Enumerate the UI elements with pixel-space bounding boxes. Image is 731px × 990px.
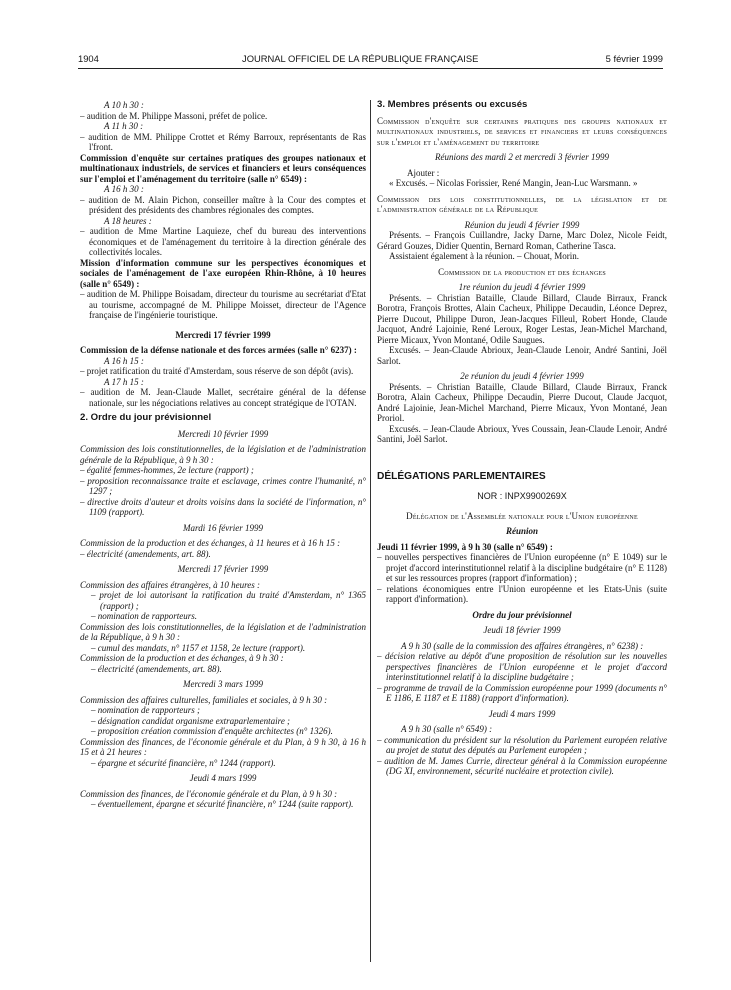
page-header [78,54,663,68]
text-block: – audition de Mme Martine Laquieze, chef du bureau des interventions économiques et de l'aménagement du territoire à la direction générale des collectivités locales. [80,226,366,257]
text-block: – cumul des mandats, n° 1157 et 1158, 2e lecture (rapport). [91,642,306,653]
text-block: Mercredi 17 février 1999 [175,329,271,340]
text-block: – audition de M. James Currie, directeur général à la Commission européenne (DG XI, environnement, sécurité nucléaire et protection civile). [377,755,667,776]
text-block: Commission des lois constitutionnelles, de la législation et de l'administration générale de la République, à 9 h 30 : [80,444,366,465]
text-block: 1re réunion du jeudi 4 février 1999 [458,282,586,292]
left-column [80,100,366,962]
text-block: Jeudi 11 février 1999, à 9 h 30 (salle n° 6549) : [377,541,553,552]
text-block: A 9 h 30 (salle de la commission des affaires étrangères, n° 6238) : [401,640,644,651]
text-block: Réunion du jeudi 4 février 1999 [464,219,580,230]
text-block: – proposition création commission d'enquête architectes (n° 1326). [91,726,333,736]
text-block: A 10 h 30 : [104,100,144,110]
text-block: – épargne et sécurité financière, n° 1244 (rapport). [91,757,276,768]
text-block: – audition de M. Philippe Boisadam, directeur du tourisme au secrétariat d'Etat au tourisme, accompagné de M. Philippe Moisset, directeur de l'Agence française de l'ingénierie touristique. [80,289,366,320]
text-block: Mission d'information commune sur les perspectives économiques et sociales de l'aménagement de l'axe européen Rhin-Rhône, à 10 heures (salle n° 6549) : [80,257,366,289]
text-block: Délégation de l'Assemblée nationale pour l'Union européenne [406,510,638,521]
text-block: A 16 h 30 : [104,184,144,194]
text-block: NOR : INPX9900269X [477,491,567,501]
text-block: Mercredi 10 février 1999 [177,428,269,439]
text-block: – programme de travail de la Commission européenne pour 1999 (documents n° E 1186, E 1187 et E 1188) (rapport d'information). [377,682,667,703]
text-block: Excusés. – Jean-Claude Abrioux, Jean-Claude Lenoir, André Santini, Joël Sarlot. [377,345,667,366]
text-block: Jeudi 4 mars 1999 [189,773,257,783]
text-block: Commission des lois constitutionnelles, de la législation et de l'administration de la République, à 9 h 30 : [80,621,366,642]
text-block: – proposition reconnaissance traite et esclavage, crimes contre l'humanité, n° 1297 ; [80,475,366,496]
text-block: Jeudi 4 mars 1999 [488,708,556,719]
text-block: – décision relative au dépôt d'une proposition de résolution sur les nouvelles perspectives financières de l'Union européenne et le projet d'accord interinstitutionnel relatif à la discipline budgétaire ; [377,651,667,682]
text-block: Mercredi 3 mars 1999 [182,679,264,689]
page-number: 1904 [78,53,99,64]
text-block: Mardi 16 février 1999 [183,522,263,533]
text-block: – électricité (amendements, art. 88). [80,548,211,559]
header-rule [78,68,663,69]
spacer [377,502,667,511]
text-block: 2. Ordre du jour prévisionnel [80,412,212,423]
text-block: – électricité (amendements, art. 88). [91,663,222,674]
text-block: Présents. – Christian Bataille, Claude Billard, Claude Birraux, Franck Borotra, François Brottes, Alain Cacheux, Philippe Decaudin, Léonce Deprez, Pierre Ducout, Philippe Duron, Jean-Jacques Filleul, Robert Honde, Claude Jacquot, André Lajoinie, René Leroux, Roger Lestas, Jean-Michel Marchand, Pierre Micaux, Yvon Montané, Odile Saugues. [377,292,667,345]
text-block: Réunions des mardi 2 et mercredi 3 février 1999 [435,152,609,162]
text-block: – audition de MM. Philippe Crottet et Rémy Barroux, représentants de Ras l'front. [80,131,366,152]
text-block: – communication du président sur la résolution du Parlement européen relative au projet de statut des députés au Parlement européen ; [377,734,667,755]
text-block: – égalité femmes-hommes, 2e lecture (rapport) ; [80,465,254,475]
text-block: A 16 h 15 : [104,355,144,366]
text-block: Ordre du jour prévisionnel [472,609,572,620]
text-block: – audition de M. Jean-Claude Mallet, secrétaire général de la défense nationale, sur les négociations relatives au concept stratégique de l'OTAN. [80,387,366,408]
text-block: Commission des affaires culturelles, familiales et sociales, à 9 h 30 : [80,694,328,705]
text-block: 2e réunion du jeudi 4 février 1999 [460,371,584,381]
text-block: DÉLÉGATIONS PARLEMENTAIRES [377,470,546,482]
text-block: Excusés. – Jean-Claude Abrioux, Yves Coussain, Jean-Claude Lenoir, André Santini, Joël Sarlot. [377,423,667,444]
text-block: – désignation candidat organisme extraparlementaire ; [91,715,291,726]
text-block: Réunion [505,526,538,536]
text-block: Mercredi 17 février 1999 [177,564,269,574]
text-block: – projet ratification du traité d'Amsterdam, sous réserve de son dépôt (avis). [80,366,354,376]
text-block: – éventuellement, épargne et sécurité financière, n° 1244 (suite rapport). [91,799,354,809]
text-block: – nouvelles perspectives financières de l'Union européenne (n° E 1049) sur le projet d'accord interinstitutionnel relatif à la discipline budgétaire (n° E 1128) et sur les ressources propres (rapport d'information) ; [377,552,667,583]
text-block: A 17 h 15 : [104,376,144,387]
text-block: « Excusés. – Nicolas Forissier, René Mangin, Jean-Luc Warsmann. » [389,178,638,188]
text-block: Commission d'enquête sur certaines pratiques des groupes nationaux et multinationaux industriels, de services et financiers et leurs conséquences sur l'emploi et l'aménagement du territoire [377,115,667,147]
spacer [377,482,667,491]
text-block: Commission des affaires étrangères, à 10 heures : [80,579,260,590]
right-column [377,100,667,962]
text-block: – nomination de rapporteurs ; [91,705,200,715]
journal-title: JOURNAL OFFICIEL DE LA RÉPUBLIQUE FRANÇAISE [242,53,479,64]
text-block: Commission des finances, de l'économie générale et du Plan, à 9 h 30, à 16 h 15 et à 21 heures : [80,736,366,757]
text-block: Commission de la production et des échanges [438,266,606,277]
text-block: Ajouter : [407,167,440,178]
issue-date: 5 février 1999 [605,53,663,64]
text-block: A 9 h 30 (salle n° 6549) : [401,724,493,734]
text-block: A 18 heures : [104,215,152,226]
text-block: Assistaient également à la réunion. – Chouat, Morin. [389,251,579,261]
spacer [377,454,667,463]
column-divider [370,100,371,962]
text-block: – directive droits d'auteur et droits voisins dans la société de l'information, n° 1109 (rapport). [80,496,366,517]
text-block: Commission d'enquête sur certaines pratiques des groupes nationaux et multinationaux industriels, de services et financiers et leurs conséquences sur l'emploi et l'aménagement du territoire (salle n° 6549) : [80,152,366,184]
text-block: Présents. – François Cuillandre, Jacky Darne, Marc Dolez, Nicole Feidt, Gérard Gouzes, Didier Quentin, Bernard Roman, Catherine Tasca. [377,230,667,251]
text-block: – projet de loi autorisant la ratification du traité d'Amsterdam, n° 1365 (rapport) ; [91,590,366,611]
text-block: A 11 h 30 : [104,121,144,131]
text-block: Commission de la défense nationale et des forces armées (salle n° 6237) : [80,345,357,355]
text-block: 3. Membres présents ou excusés [377,100,528,110]
text-block: Commission de la production et des échanges, à 9 h 30 : [80,653,284,663]
text-block: – audition de M. Alain Pichon, conseiller maître à la Cour des comptes et président des présidents des chambres régionales des comptes. [80,194,366,215]
text-block: – nomination de rapporteurs. [91,611,198,621]
text-block: Jeudi 18 février 1999 [483,625,561,635]
text-block: Présents. – Christian Bataille, Claude Billard, Claude Birraux, Franck Borotra, Alain Cacheux, Philippe Decaudin, Pierre Ducout, Claude Jacquot, André Lajoinie, Jean-Michel Marchand, Pierre Micaux, Yvon Montané, Jean Proriol. [377,381,667,423]
text-block: Commission des lois constitutionnelles, de la législation et de l'administration générale de la République [377,193,667,214]
text-block: Commission des finances, de l'économie générale et du Plan, à 9 h 30 : [80,788,338,799]
spacer [80,321,366,330]
text-block: Commission de la production et des échanges, à 11 heures et à 16 h 15 : [80,538,341,548]
spacer [377,445,667,454]
text-block: – relations économiques entre l'Union européenne et les Etats-Unis (suite rapport d'information). [377,583,667,604]
text-block: – audition de M. Philippe Massoni, préfet de police. [80,110,268,121]
